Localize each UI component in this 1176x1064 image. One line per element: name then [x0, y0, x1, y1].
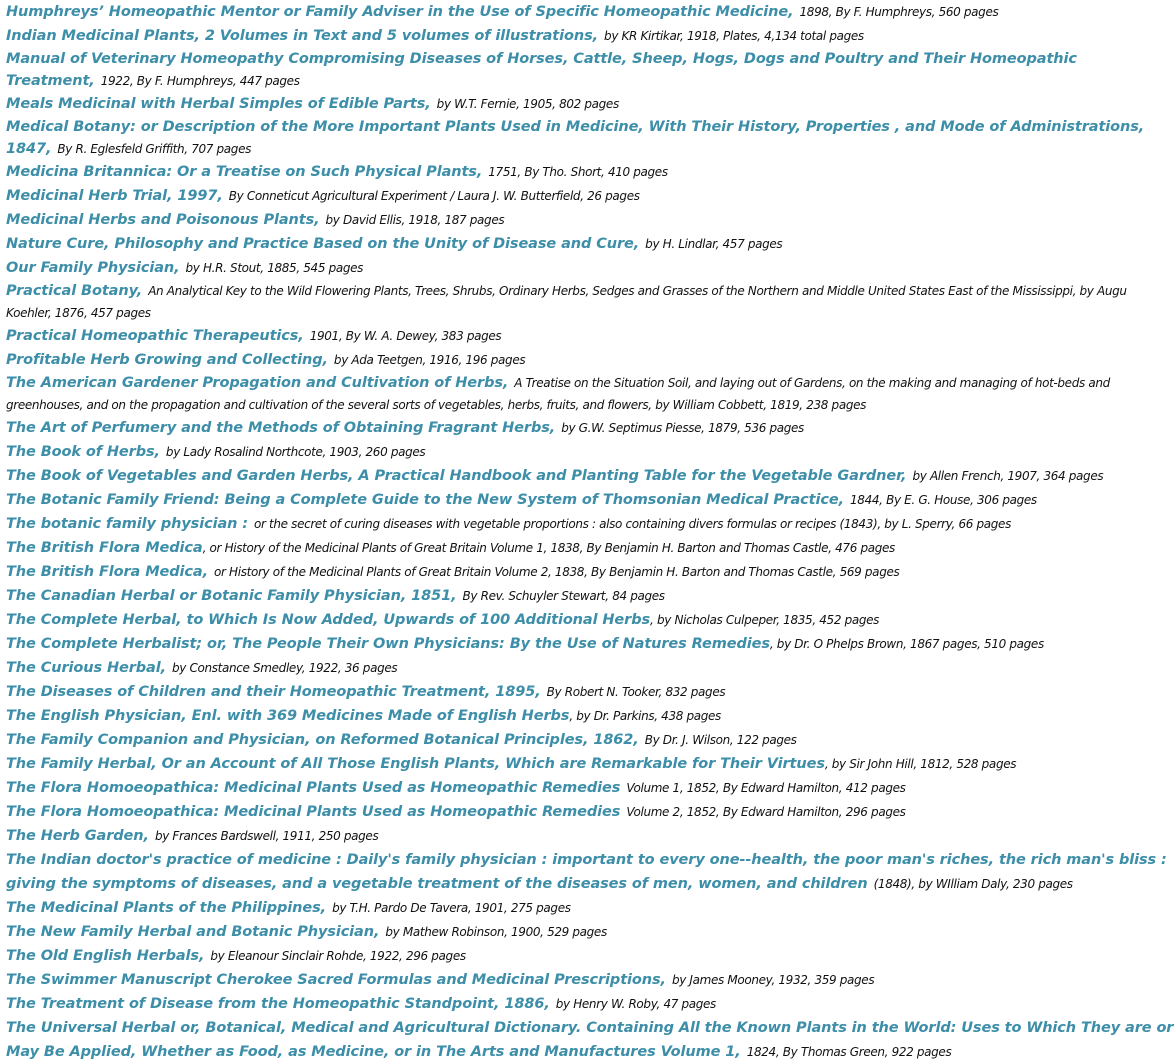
book-entry [6, 704, 1176, 728]
book-title-link[interactable]: The botanic family physician : [6, 516, 249, 532]
book-title-link[interactable]: The Family Herbal, Or an Account of All Those English Plants, Which are Remarkable for Their Virtues [6, 756, 825, 772]
book-description: by H. Lindlar, 457 pages [645, 237, 783, 251]
book-title-link[interactable]: The Treatment of Disease from the Homeopathic Standpoint, 1886, [6, 996, 550, 1012]
book-entry [6, 416, 1176, 440]
book-entry [6, 280, 1176, 324]
book-description: , by Sir John Hill, 1812, 528 pages [824, 757, 1017, 771]
book-description: By R. Eglesfeld Griffith, 707 pages [57, 142, 252, 156]
book-title-link[interactable]: Medicinal Herb Trial, 1997, [6, 188, 223, 204]
book-description: by Henry W. Roby, 47 pages [555, 997, 716, 1011]
book-title-link[interactable]: The Family Companion and Physician, on Reformed Botanical Principles, 1862, [6, 732, 639, 748]
book-entry [6, 824, 1176, 848]
book-title-link[interactable]: The Medicinal Plants of the Philippines, [6, 900, 327, 916]
book-description: by James Mooney, 1932, 359 pages [671, 973, 875, 987]
book-description: (1848), by WIlliam Daly, 230 pages [873, 877, 1073, 891]
book-title-link[interactable]: Indian Medicinal Plants, 2 Volumes in Text and 5 volumes of illustrations, [6, 28, 599, 44]
book-title-link[interactable]: The Diseases of Children and their Homeopathic Treatment, 1895, [6, 684, 541, 700]
book-entry [6, 488, 1176, 512]
book-description: by Ada Teetgen, 1916, 196 pages [333, 353, 526, 367]
book-entry [6, 464, 1176, 488]
book-entry [6, 116, 1176, 160]
book-description: or History of the Medicinal Plants of Great Britain Volume 2, 1838, By Benjamin H. Barton and Thomas Castle, 569 pages [214, 565, 900, 579]
book-description: by W.T. Fernie, 1905, 802 pages [436, 97, 619, 111]
book-entry [6, 24, 1176, 48]
book-description: by Lady Rosalind Northcote, 1903, 260 pages [165, 445, 426, 459]
book-entry [6, 440, 1176, 464]
book-description: , by Dr. Parkins, 438 pages [569, 709, 721, 723]
book-description: by Allen French, 1907, 364 pages [912, 469, 1104, 483]
book-description: 1898, By F. Humphreys, 560 pages [799, 5, 999, 19]
book-description: Volume 1, 1852, By Edward Hamilton, 412 pages [626, 781, 906, 795]
book-entry [6, 656, 1176, 680]
book-title-link[interactable]: Medical Botany: or Description of the More Important Plants Used in Medicine, With Their History, Properties , and Mode of Administrations, 1847, [6, 119, 1145, 157]
book-title-link[interactable]: Profitable Herb Growing and Collecting, [6, 352, 328, 368]
book-description: by Mathew Robinson, 1900, 529 pages [385, 925, 607, 939]
book-title-link[interactable]: The Flora Homoeopathica: Medicinal Plants Used as Homeopathic Remedies [6, 804, 621, 820]
book-title-link[interactable]: The Curious Herbal, [6, 660, 167, 676]
book-entry [6, 560, 1176, 584]
book-title-link[interactable]: The Canadian Herbal or Botanic Family Physician, 1851, [6, 588, 457, 604]
book-title-link[interactable]: Medicina Britannica: Or a Treatise on Such Physical Plants, [6, 164, 483, 180]
book-description: by David Ellis, 1918, 187 pages [325, 213, 505, 227]
book-title-link[interactable]: Our Family Physician, [6, 260, 180, 276]
book-entry [6, 232, 1176, 256]
book-description: , by Dr. O Phelps Brown, 1867 pages, 510 pages [769, 637, 1044, 651]
book-entry [6, 920, 1176, 944]
book-description: By Robert N. Tooker, 832 pages [546, 685, 726, 699]
book-title-link[interactable]: Nature Cure, Philosophy and Practice Based on the Unity of Disease and Cure, [6, 236, 640, 252]
book-entry [6, 608, 1176, 632]
book-entry [6, 800, 1176, 824]
book-description: by Frances Bardswell, 1911, 250 pages [154, 829, 379, 843]
book-entry [6, 752, 1176, 776]
book-description: 1922, By F. Humphreys, 447 pages [100, 74, 300, 88]
book-title-link[interactable]: Meals Medicinal with Herbal Simples of Edible Parts, [6, 96, 431, 112]
book-entry [6, 944, 1176, 968]
book-title-link[interactable]: The Flora Homoeopathica: Medicinal Plants Used as Homeopathic Remedies [6, 780, 621, 796]
book-description: , by Nicholas Culpeper, 1835, 452 pages [650, 613, 880, 627]
book-title-link[interactable]: The British Flora Medica [6, 540, 203, 556]
book-description: 1901, By W. A. Dewey, 383 pages [309, 329, 502, 343]
book-title-link[interactable]: Practical Botany, [6, 283, 143, 299]
book-description: by Eleanour Sinclair Rohde, 1922, 296 pages [210, 949, 466, 963]
book-entry [6, 208, 1176, 232]
book-entry [6, 848, 1176, 896]
book-description: By Rev. Schuyler Stewart, 84 pages [462, 589, 665, 603]
book-entry [6, 348, 1176, 372]
book-entry [6, 728, 1176, 752]
book-entry [6, 92, 1176, 116]
book-title-link[interactable]: The Complete Herbalist; or, The People Their Own Physicians: By the Use of Natures Remedies [6, 636, 770, 652]
book-title-link[interactable]: The Art of Perfumery and the Methods of Obtaining Fragrant Herbs, [6, 420, 556, 436]
book-description: or the secret of curing diseases with vegetable proportions : also containing divers formulas or recipes (1843), by L. Sperry, 66 pages [254, 517, 1011, 531]
book-title-link[interactable]: The Herb Garden, [6, 828, 149, 844]
book-title-link[interactable]: The Book of Vegetables and Garden Herbs, A Practical Handbook and Planting Table for the Vegetable Gardner, [6, 468, 907, 484]
book-entry [6, 1016, 1176, 1064]
book-description: By Dr. J. Wilson, 122 pages [644, 733, 797, 747]
book-title-link[interactable]: Manual of Veterinary Homeopathy Compromising Diseases of Horses, Cattle, Sheep, Hogs, Dogs and Poultry and Their Homeopathic Treatment, [6, 51, 1077, 89]
book-entry [6, 680, 1176, 704]
book-entry [6, 992, 1176, 1016]
book-entry [6, 0, 1176, 24]
book-description: 1824, By Thomas Green, 922 pages [746, 1045, 952, 1059]
book-title-link[interactable]: The Swimmer Manuscript Cherokee Sacred Formulas and Medicinal Prescriptions, [6, 972, 666, 988]
book-entry [6, 256, 1176, 280]
book-entry [6, 776, 1176, 800]
book-title-link[interactable]: The Botanic Family Friend: Being a Complete Guide to the New System of Thomsonian Medical Practice, [6, 492, 845, 508]
book-description: by Constance Smedley, 1922, 36 pages [172, 661, 398, 675]
book-entry [6, 536, 1176, 560]
book-description: An Analytical Key to the Wild Flowering Plants, Trees, Shrubs, Ordinary Herbs, Sedges and Grasses of the Northern and Middle United States East of the Mississippi, by Augu [148, 284, 1127, 298]
book-entry [6, 896, 1176, 920]
book-title-link[interactable]: The Universal Herbal or, Botanical, Medical and Agricultural Dictionary. Containing All the Known Plants in the World: Uses to Which They are or May Be Applied, Whether as Food, as Medicine, or in The Arts and Manufactures Volume 1, [6, 1020, 1174, 1060]
book-title-link[interactable]: The English Physician, Enl. with 369 Medicines Made of English Herbs [6, 708, 570, 724]
book-entry [6, 324, 1176, 348]
book-title-link[interactable]: The New Family Herbal and Botanic Physician, [6, 924, 380, 940]
book-title-link[interactable]: The Indian doctor's practice of medicine : Daily's family physician : important to every one--health, the poor man's riches, the rich man's bliss : giving the symptoms of diseases, and a vegetable treatment of the diseases of men, women, and children [6, 852, 1167, 892]
book-title-link[interactable]: Practical Homeopathic Therapeutics, [6, 328, 304, 344]
book-entry [6, 184, 1176, 208]
book-title-link[interactable]: The Book of Herbs, [6, 444, 160, 460]
book-description: by H.R. Stout, 1885, 545 pages [185, 261, 364, 275]
book-description: Volume 2, 1852, By Edward Hamilton, 296 pages [626, 805, 906, 819]
book-entry [6, 968, 1176, 992]
book-title-link[interactable]: The Old English Herbals, [6, 948, 205, 964]
book-entry [6, 372, 1176, 416]
book-entry [6, 48, 1176, 92]
book-description: By Conneticut Agricultural Experiment / Laura J. W. Butterfield, 26 pages [228, 189, 640, 203]
book-description: by KR Kirtikar, 1918, Plates, 4,134 total pages [604, 29, 864, 43]
book-description: , or History of the Medicinal Plants of Great Britain Volume 1, 1838, By Benjamin H. Barton and Thomas Castle, 476 pages [202, 541, 895, 555]
book-title-link[interactable]: The British Flora Medica, [6, 564, 208, 580]
book-title-link[interactable]: Humphreys’ Homeopathic Mentor or Family Adviser in the Use of Specific Homeopathic Medicine, [6, 4, 794, 20]
book-entry [6, 632, 1176, 656]
book-description: A Treatise on the Situation Soil, and laying out of Gardens, on the making and managing of hot-beds and greenhouses, and on the propagation and cultivation of the several sorts of vegetables, herbs, fruits, and flowers, by William Cobbett, 1819, 238 pages [6, 376, 1110, 412]
book-entry [6, 584, 1176, 608]
book-description: by G.W. Septimus Piesse, 1879, 536 pages [561, 421, 804, 435]
book-entry [6, 512, 1176, 536]
book-title-link[interactable]: The Complete Herbal, to Which Is Now Added, Upwards of 100 Additional Herbs [6, 612, 651, 628]
book-title-link[interactable]: The American Gardener Propagation and Cultivation of Herbs, [6, 375, 509, 391]
book-title-link[interactable]: Medicinal Herbs and Poisonous Plants, [6, 212, 320, 228]
book-description: by T.H. Pardo De Tavera, 1901, 275 pages [332, 901, 571, 915]
book-description: 1844, By E. G. House, 306 pages [850, 493, 1037, 507]
book-entry [6, 160, 1176, 184]
book-description: 1751, By Tho. Short, 410 pages [488, 165, 668, 179]
book-description-continued: Koehler, 1876, 457 pages [6, 306, 151, 320]
